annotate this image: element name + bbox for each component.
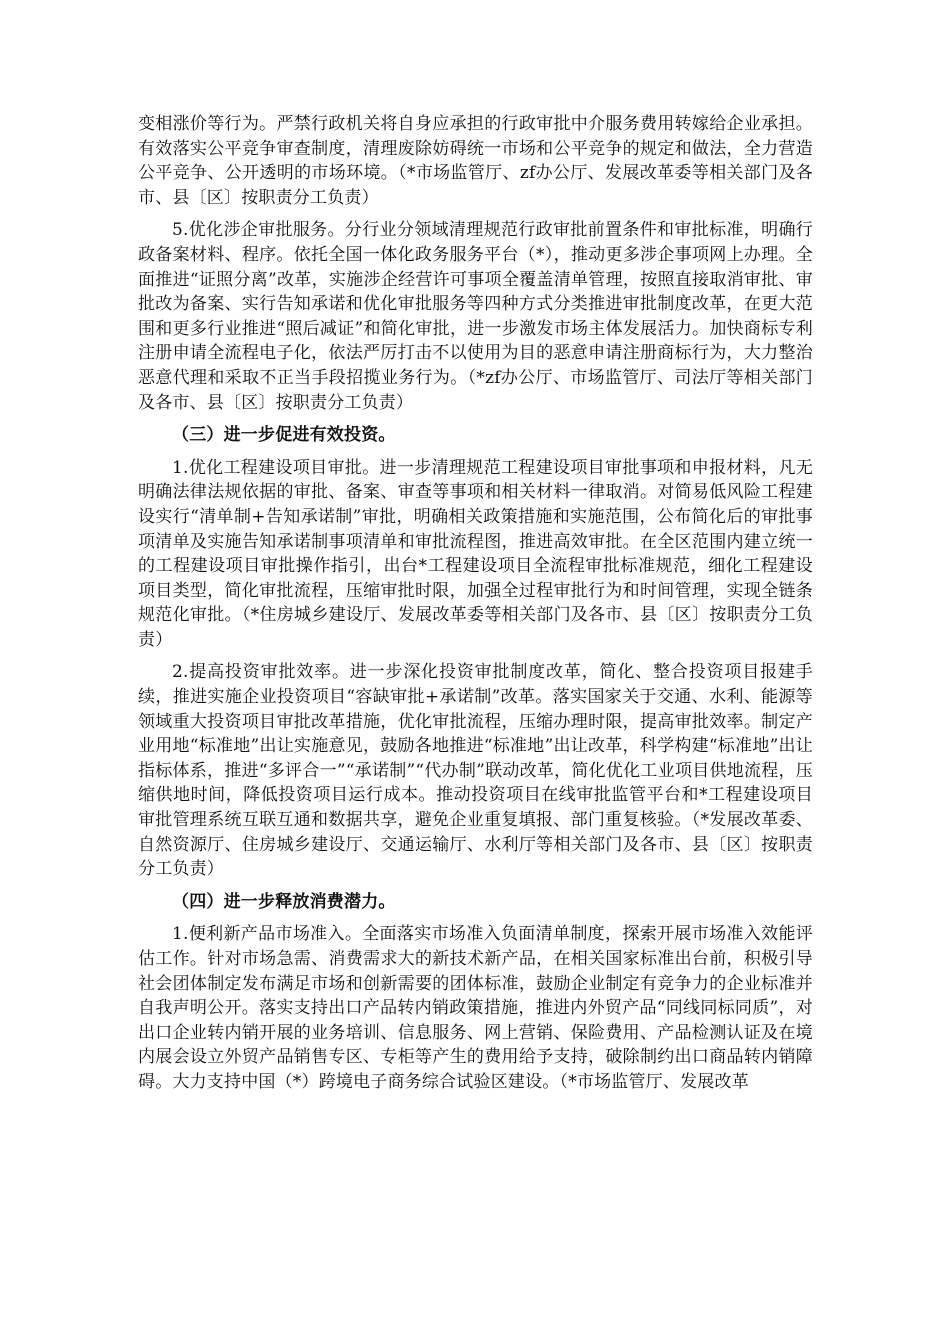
paragraph-item-1-consumption: 1.便利新产品市场准入。全面落实市场准入负面清单制度，探索开展市场准入效能评估工作。针对市场急需、消费需求大的新技术新产品，在相关国家标准出台前，积极引导社会团体制定发布满足市场和创新需要的团体标准，鼓励企业制定有竞争力的企业标准并自我声明公开。落实支持出口产品转内销政策措施，推进内外贸产品“同线同标同质”，对出口企业转内销开展的业务培训、信息服务、网上营销、保险费用、产品检测认证及在境内展会设立外贸产品销售专区、专柜等产生的费用给予支持，破除制约出口商品转内销障碍。大力支持中国（*）跨境电子商务综合试验区建设。（*市场监管厅、发展改革: [138, 924, 813, 1092]
paragraph-continuation: 变相涨价等行为。严禁行政机关将自身应承担的行政审批中介服务费用转嫁给企业承担。有效落实公平竞争审查制度，清理废除妨碍统一市场和公平竞争的规定和做法，全力营造公平竞争、公开透明的市场环境。（*市场监管厅、zf办公厅、发展改革委等相关部门及各市、县〔区〕按职责分工负责）: [138, 114, 813, 208]
paragraph-item-5: 5.优化涉企审批服务。分行业分领域清理规范行政审批前置条件和审批标准，明确行政备案材料、程序。依托全国一体化政务服务平台（*），推动更多涉企事项网上办理。全面推进“证照分离”改革，实施涉企经营许可事项全覆盖清单管理，按照直接取消审批、审批改为备案、实行告知承诺和优化审批服务等四种方式分类推进审批制度改革，在更大范围和更多行业推进“照后减证”和简化审批，进一步激发市场主体发展活力。加快商标专利注册申请全流程电子化，依法严厉打击不以使用为目的恶意申请注册商标行为，大力整治恶意代理和采取不正当手段招揽业务行为。（*zf办公厅、市场监管厅、司法厅等相关部门及各市、县〔区〕按职责分工负责）: [138, 220, 813, 413]
paragraph-item-2-investment: 2.提高投资审批效率。进一步深化投资审批制度改革，简化、整合投资项目报建手续，推进实施企业投资项目“容缺审批+承诺制”改革。落实国家关于交通、水利、能源等领域重大投资项目审批改革措施，优化审批流程，压缩办理时限，提高审批效率。制定产业用地“标准地”出让实施意见，鼓励各地推进“标准地”出让改革，科学构建“标准地”出让指标体系，推进“多评合一”“承诺制”“代办制”联动改革，简化优化工业项目供地流程，压缩供地时间，降低投资项目运行成本。推动投资项目在线审批监管平台和*工程建设项目审批管理系统互联互通和数据共享，避免企业重复填报、部门重复核验。（*发展改革委、自然资源厅、住房城乡建设厅、交通运输厅、水利厅等相关部门及各市、县〔区〕按职责分工负责）: [138, 662, 813, 880]
document-page: [138, 112, 813, 1095]
paragraph-item-1-investment: 1.优化工程建设项目审批。进一步清理规范工程建设项目审批事项和申报材料，凡无明确法律法规依据的审批、备案、审查等事项和相关材料一律取消。对简易低风险工程建设实行“清单制+告知承诺制”审批，明确相关政策措施和实施范围，公布简化后的审批事项清单及实施告知承诺制事项清单和审批流程图，推进高效审批。在全区范围内建立统一的工程建设项目审批操作指引，出台*工程建设项目全流程审批标准规范，细化工程建设项目类型，简化审批流程，压缩审批时限，加强全过程审批行为和时间管理，实现全链条规范化审批。（*住房城乡建设厅、发展改革委等相关部门及各市、县〔区〕按职责分工负责）: [138, 457, 813, 650]
section-heading-4: （四）进一步释放消费潜力。: [172, 891, 396, 912]
section-heading-3: （三）进一步促进有效投资。: [172, 425, 396, 446]
